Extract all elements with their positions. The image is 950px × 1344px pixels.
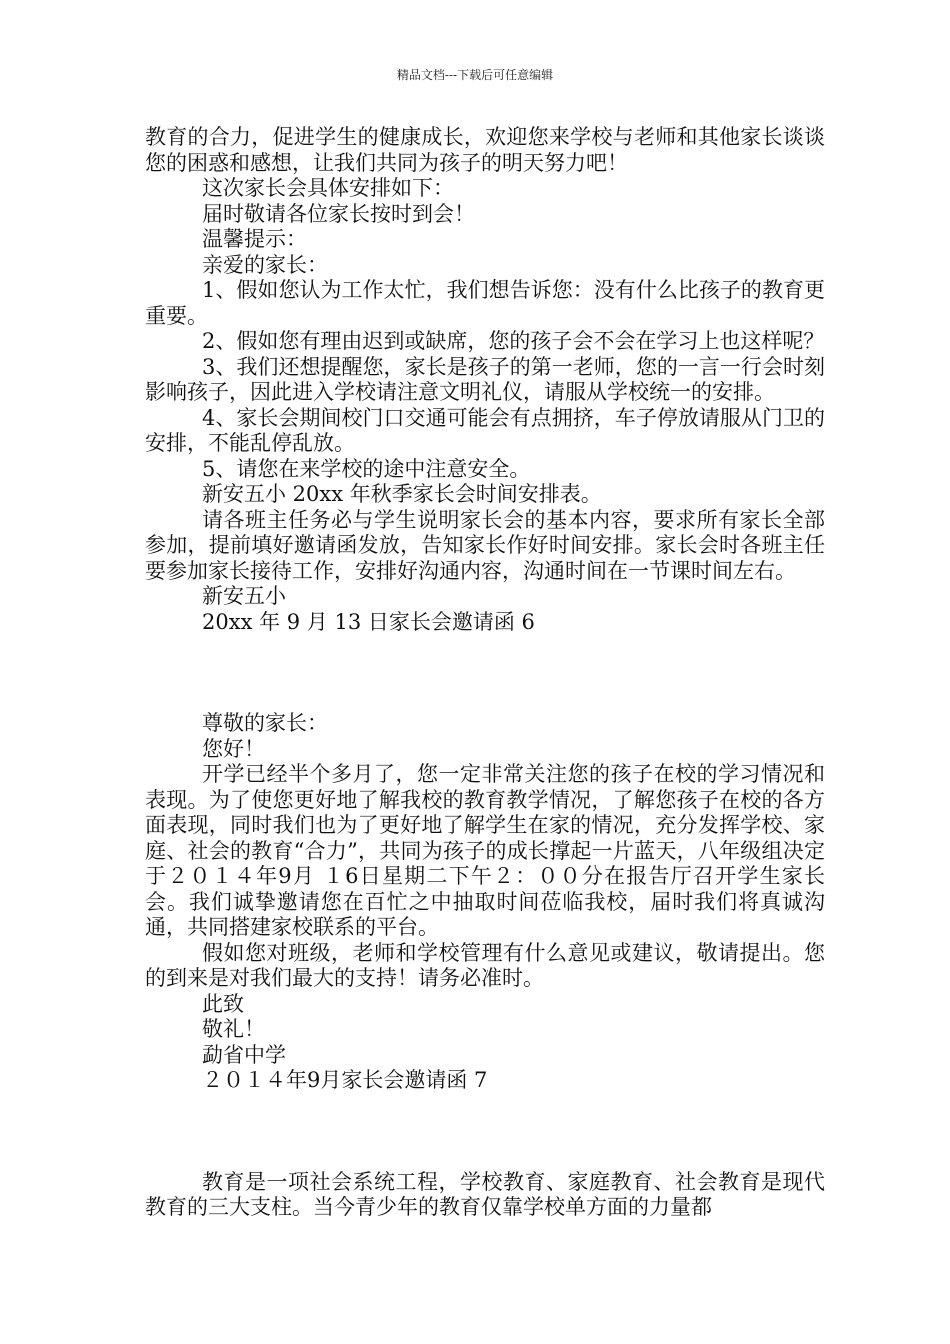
paragraph: 届时敬请各位家长按时到会！: [202, 201, 475, 226]
section-heading: 20xx 年 9 月 13 日家长会邀请函 6: [202, 609, 535, 634]
spacer: [145, 1094, 825, 1170]
paragraph: 教育的合力，促进学生的健康成长，欢迎您来学校与老师和其他家长谈谈您的困惑和感想，让我们共同为孩子的明天努力吧！: [145, 125, 825, 175]
closing: 敬礼！: [202, 1017, 265, 1041]
list-item: 1、假如您认为工作太忙，我们想告诉您：没有什么比孩子的教育更重要。: [145, 278, 825, 328]
list-item: 3、我们还想提醒您，家长是孩子的第一老师，您的一言一行会时刻影响孩子，因此进入学校请注意文明礼仪，请服从学校统一的安排。: [145, 354, 825, 404]
paragraph: 教育是一项社会系统工程，学校教育、家庭教育、社会教育是现代教育的三大支柱。当今青少年的教育仅靠学校单方面的力量都: [145, 1169, 825, 1219]
closing: 此致: [202, 991, 244, 1016]
paragraph: 假如您对班级，老师和学校管理有什么意见或建议，敬请提出。您的到来是对我们最大的支持！请务必准时。: [145, 940, 825, 990]
paragraph: 新安五小 20xx 年秋季家长会时间安排表。: [202, 482, 602, 506]
signature: 勐省中学: [202, 1042, 286, 1067]
paragraph: 请各班主任务必与学生说明家长会的基本内容，要求所有家长全部参加，提前填好邀请函发放，告知家长作好时间安排。家长会时各班主任要参加家长接待工作，安排好沟通内容，沟通时间在一节课时间左右。: [145, 507, 825, 583]
greeting: 您好！: [202, 736, 265, 761]
paragraph: 这次家长会具体安排如下：: [202, 176, 454, 200]
document-body: [145, 125, 825, 1221]
list-item: 2、假如您有理由迟到或缺席，您的孩子会不会在学习上也这样呢？: [202, 329, 825, 353]
spacer: [145, 635, 825, 711]
signature: 新安五小: [202, 584, 286, 608]
salutation: 尊敬的家长：: [202, 711, 328, 735]
list-item: 4、家长会期间校门口交通可能会有点拥挤，车子停放请服从门卫的安排，不能乱停乱放。: [145, 405, 825, 455]
page-header: 精品文档---下载后可任意编辑: [396, 68, 554, 82]
paragraph: 亲爱的家长：: [202, 252, 328, 277]
paragraph: 开学已经半个多月了，您一定非常关注您的孩子在校的学习情况和表现。为了使您更好地了解我校的教育教学情况，了解您孩子在校的各方面表现，同时我们也为了更好地了解学生在家的情况，充分发挥学校、家庭、社会的教育“合力”，共同为孩子的成长撑起一片蓝天，八年级组决定于２０１４年9月 １6日星期二下午２：００分在报告厅召开学生家长会。我们诚挚邀请您在百忙之中抽取时间莅临我校，届时我们将真诚沟通，共同搭建家校联系的平台。: [145, 762, 825, 939]
list-item: 5、请您在来学校的途中注意安全。: [202, 456, 531, 481]
paragraph: 温馨提示：: [202, 227, 307, 251]
section-heading: ２０１４年9月家长会邀请函 7: [202, 1068, 488, 1092]
